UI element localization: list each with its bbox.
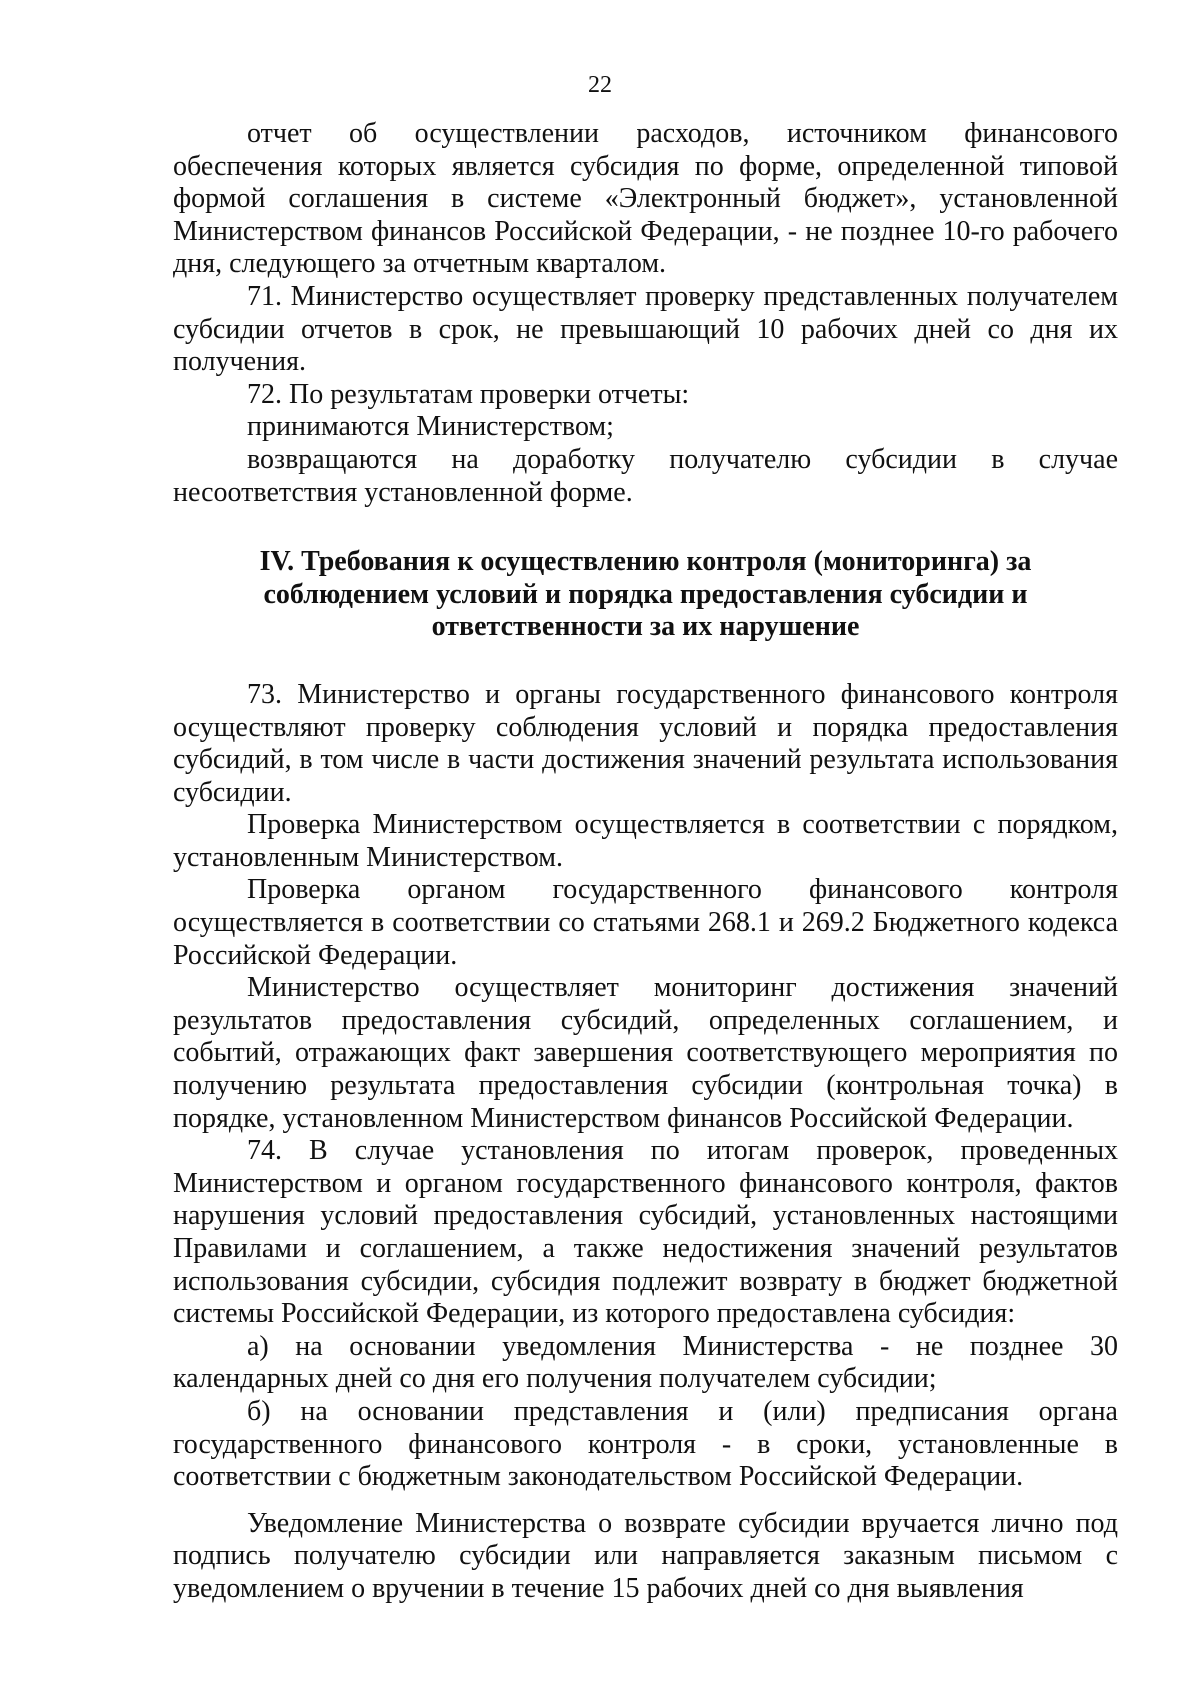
- paragraph-74-b: б) на основании представления и (или) предписания органа государственного финансового контроля - в сроки, установленные в соответствии с бюджетным законодательством Российской Федерации.: [173, 1395, 1118, 1493]
- section-heading-iv: [173, 546, 1118, 644]
- paragraph-73-ministry-check: Проверка Министерством осуществляется в соответствии с порядком, установленным Министерством.: [173, 809, 1118, 873]
- paragraph-report-form: отчет об осуществлении расходов, источником финансового обеспечения которых является субсидия по форме, определенной типовой формой соглашения в системе «Электронный бюджет», установленной Министерством финансов Российской Федерации, - не позднее 10-го рабочего дня, следующего за отчетным кварталом.: [173, 118, 1118, 280]
- paragraph-72-returned: возвращаются на доработку получателю субсидии в случае несоответствия установленной форме.: [173, 443, 1118, 508]
- paragraph-73: 73. Министерство и органы государственного финансового контроля осуществляют проверку соблюдения условий и порядка предоставления субсидий, в том числе в части достижения значений результата использования субсидии.: [173, 678, 1118, 808]
- paragraph-72-accepted: принимаются Министерством;: [247, 411, 614, 443]
- section-heading-line-2: соблюдением условий и порядка предоставления субсидии и: [263, 578, 1028, 610]
- paragraph-72: 72. По результатам проверки отчеты:: [247, 378, 690, 410]
- paragraph-gap: [173, 1494, 1118, 1508]
- paragraph-73-control-check: Проверка органом государственного финансового контроля осуществляется в соответствии со статьями 268.1 и 269.2 Бюджетного кодекса Российской Федерации.: [173, 874, 1118, 971]
- document-body: [173, 118, 1118, 1606]
- section-heading-line-1: IV. Требования к осуществлению контроля (мониторинга) за: [259, 546, 1032, 578]
- paragraph-71: 71. Министерство осуществляет проверку представленных получателем субсидии отчетов в срок, не превышающий 10 рабочих дней со дня их получения.: [173, 280, 1118, 378]
- paragraph-74: 74. В случае установления по итогам проверок, проведенных Министерством и органом государственного финансового контроля, фактов нарушения условий предоставления субсидий, установленных настоящими Правилами и соглашением, а также недостижения значений результатов использования субсидии, субсидия подлежит возврату в бюджет бюджетной системы Российской Федерации, из которого предоставлена субсидия:: [173, 1135, 1118, 1330]
- paragraph-73-monitoring: Министерство осуществляет мониторинг достижения значений результатов предоставления субсидий, определенных соглашением, и событий, отражающих факт завершения соответствующего мероприятия по получению результата предоставления субсидии (контрольная точка) в порядке, установленном Министерством финансов Российской Федерации.: [173, 972, 1118, 1134]
- page-number: 22: [588, 72, 612, 98]
- paragraph-74-a: а) на основании уведомления Министерства - не позднее 30 календарных дней со дня его получения получателем субсидии;: [173, 1330, 1118, 1395]
- paragraph-notification: Уведомление Министерства о возврате субсидии вручается лично под подпись получателю субсидии или направляется заказным письмом с уведомлением о вручении в течение 15 рабочих дней со дня выявления: [173, 1507, 1118, 1604]
- section-heading-line-3: ответственности за их нарушение: [431, 611, 860, 643]
